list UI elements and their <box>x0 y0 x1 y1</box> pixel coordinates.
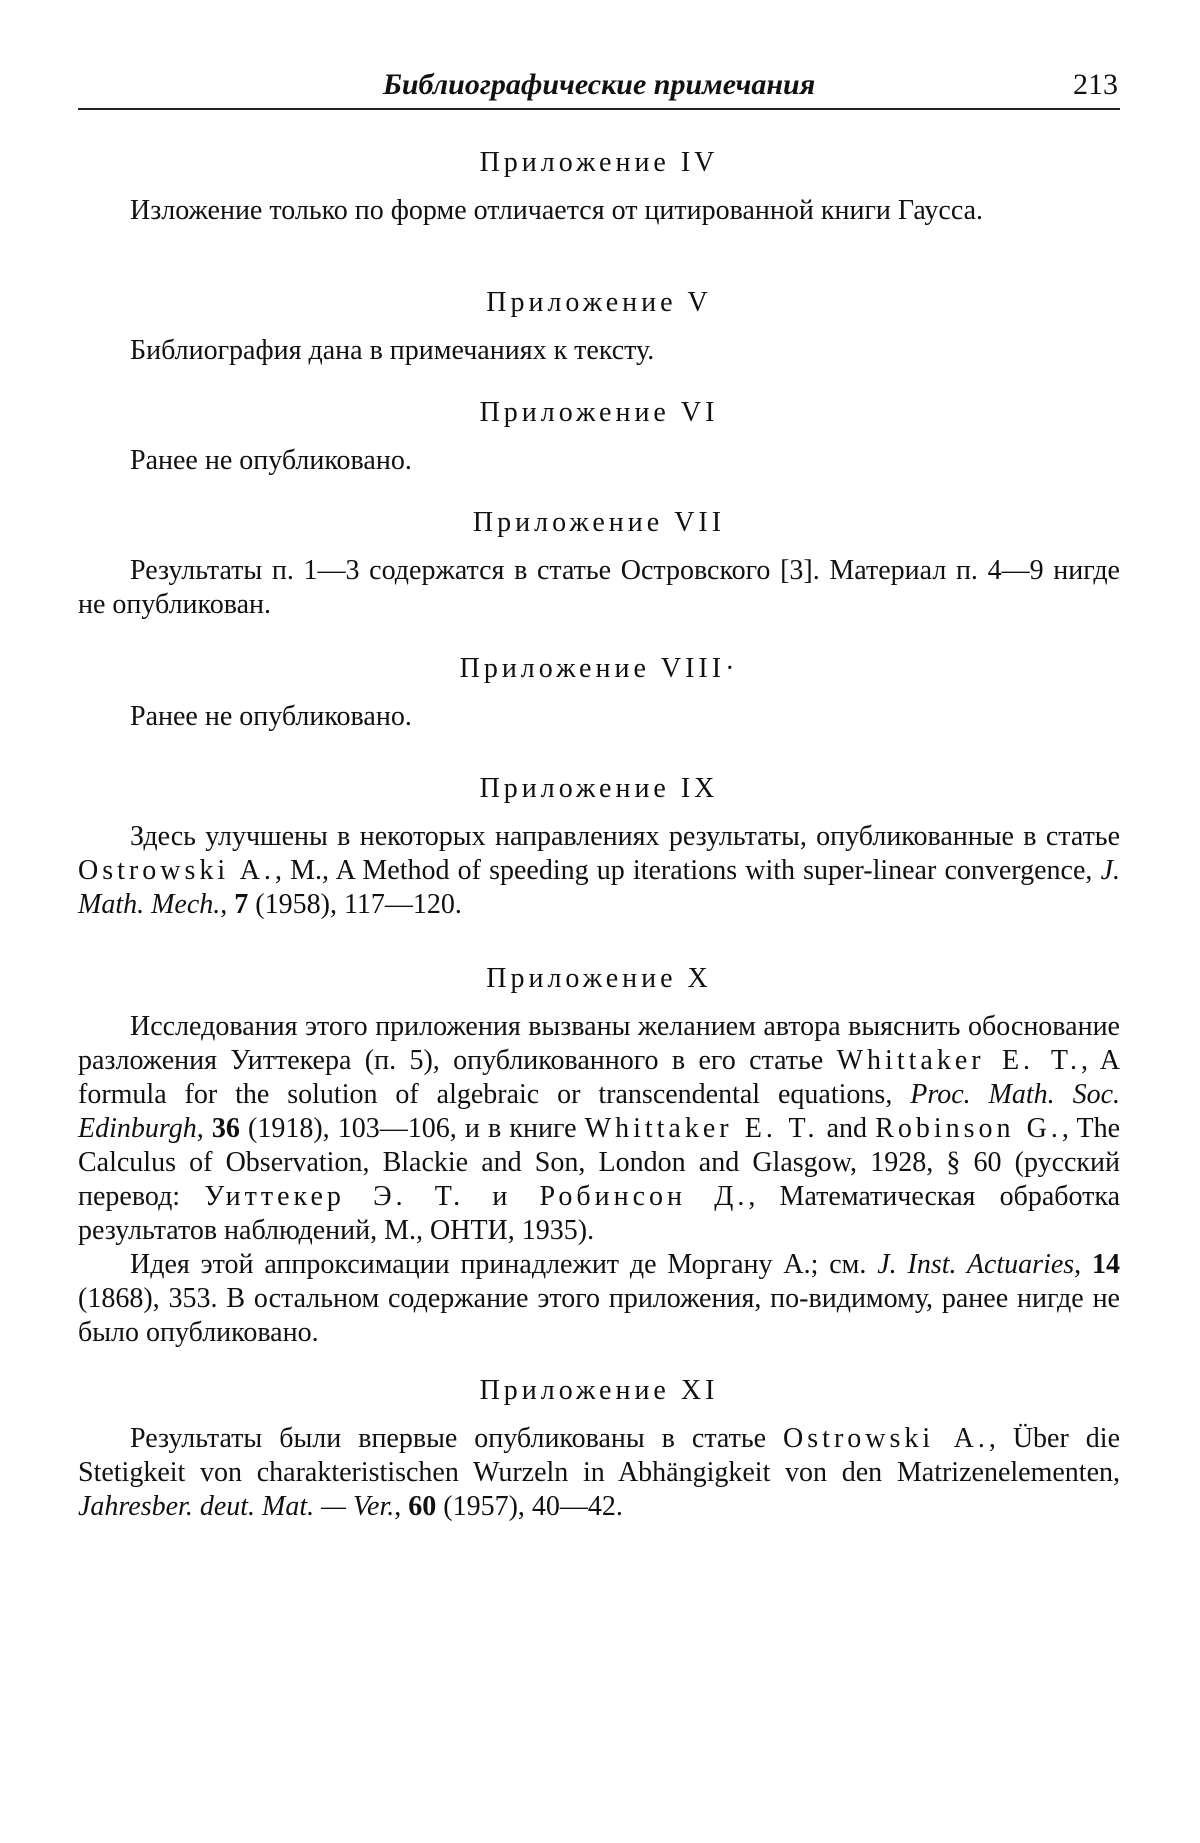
text-run: (1918), 103—106, и в книге <box>248 1113 577 1144</box>
text-run: Здесь улучшены в некоторых направлениях результаты, опубликованные в статье <box>130 821 1120 852</box>
appendix-text <box>78 1422 1120 1524</box>
appendix-ix <box>78 772 1120 922</box>
running-head <box>78 60 1120 110</box>
appendix-text: Библиография дана в примечаниях к тексту. <box>130 335 655 366</box>
journal-title: Jahresber. deut. Mat. — Ver. <box>78 1491 395 1522</box>
text-run: , <box>196 1113 204 1144</box>
volume-number: 60 <box>408 1491 437 1522</box>
appendix-text <box>78 1248 1120 1350</box>
text-run: (1957), 40—42. <box>443 1491 623 1522</box>
appendix-iv <box>78 146 1120 228</box>
author-name: Ostrowski A. <box>78 855 275 886</box>
appendix-v <box>78 286 1120 368</box>
appendix-heading: Приложение IX <box>479 773 719 804</box>
appendix-heading: Приложение IV <box>479 147 719 178</box>
volume-number: 14 <box>1092 1249 1121 1280</box>
volume-number: 7 <box>234 889 249 920</box>
journal-title: J. Math. Mech. <box>78 855 1120 920</box>
text-run: Идея этой аппроксимации принадлежит де Моргану А.; см. <box>130 1249 867 1280</box>
text-run: , <box>394 1491 402 1522</box>
text-run: Исследования этого приложения вызваны желанием автора выяснить обоснование разложения Уиттекера (п. 5), опубликованного в его статье <box>78 1011 1120 1076</box>
journal-title: J. Inst. Actuaries <box>877 1249 1075 1280</box>
text-run: , The Calculus of Observation, Blackie and Son, London and Glasgow, 1928, § 60 (русский перевод: <box>78 1113 1121 1212</box>
appendix-text <box>78 1010 1120 1248</box>
appendix-text <box>78 820 1120 922</box>
text-run: , A formula for the solution of algebraic or transcendental equations, <box>78 1045 1121 1110</box>
appendix-xi <box>78 1374 1120 1524</box>
author-name: Ostrowski A. <box>783 1423 989 1454</box>
appendix-text: Изложение только по форме отличается от цитированной книги Гаусса. <box>130 195 984 226</box>
text-run: , Математическая обработка результатов наблюдений, М., ОНТИ, 1935). <box>78 1181 1121 1246</box>
text-run: , M., A Method of speeding up iterations with super-linear convergence, <box>274 855 1093 886</box>
text-run: , Über die Stetigkeit von charakteristischen Wurzeln in Abhängigkeit von den Matrizenelementen, <box>78 1423 1121 1488</box>
appendix-vi <box>78 396 1120 478</box>
appendix-heading: Приложение V <box>486 287 712 318</box>
appendix-text: Ранее не опубликовано. <box>130 701 412 732</box>
appendix-heading: Приложение VI <box>479 397 719 428</box>
author-name: Whittaker E. T. <box>836 1045 1081 1076</box>
text-run: (1958), 117—120. <box>255 889 462 920</box>
running-title: Библиографические примечания <box>382 68 816 101</box>
appendix-text: Ранее не опубликовано. <box>130 445 412 476</box>
appendix-viii <box>78 652 1120 734</box>
appendix-heading: Приложение XI <box>479 1375 719 1406</box>
volume-number: 36 <box>211 1113 240 1144</box>
text-run: Результаты были впервые опубликованы в статье <box>130 1423 767 1454</box>
text-run: , <box>1074 1249 1082 1280</box>
appendix-heading: Приложение VIII· <box>459 653 739 684</box>
author-name: Robinson G. <box>875 1113 1062 1144</box>
text-run: , <box>220 889 228 920</box>
author-name: Whittaker E. T. <box>584 1113 819 1144</box>
text-run: and <box>826 1113 868 1144</box>
text-run: (1868), 353. В остальном содержание этого приложения, по-видимому, ранее нигде не было опубликовано. <box>78 1283 1120 1348</box>
appendix-heading: Приложение X <box>486 963 712 994</box>
appendix-heading: Приложение VII <box>472 507 726 538</box>
appendix-text: Результаты п. 1—3 содержатся в статье Островского [3]. Материал п. 4—9 нигде не опубликован. <box>78 555 1120 620</box>
appendix-x <box>78 962 1120 1350</box>
appendix-vii <box>78 506 1120 622</box>
journal-title: Proc. Math. Soc. Edinburgh <box>78 1079 1121 1144</box>
page-number: 213 <box>1073 68 1118 101</box>
author-name: Уиттекер Э. Т. и Робинсон Д. <box>204 1181 749 1212</box>
